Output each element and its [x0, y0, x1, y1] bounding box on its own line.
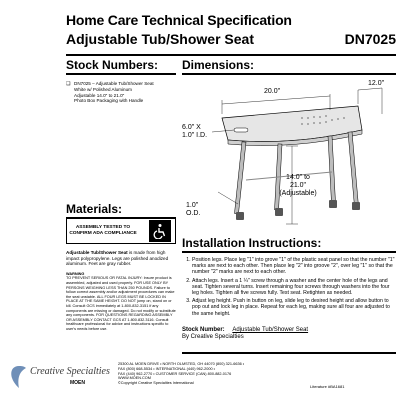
materials-lead: Adjustable Tub/Shower Seat — [66, 250, 128, 255]
stock-numbers-bar — [66, 73, 176, 75]
checkbox-icon: ❑ — [66, 81, 71, 87]
footer-logo — [8, 364, 118, 394]
product-model: DN7025 — [344, 31, 396, 47]
address-line: FAX (440) 962-2770 • CUSTOMER SERVICE (CAN) 800-882-0176 — [118, 371, 232, 376]
rubber-feet — [236, 200, 360, 220]
stock-footer-label: Stock Number: — [182, 327, 225, 333]
ada-text: ASSEMBLY TESTED TO CONFIRM ADA COMPLIANCE — [69, 225, 137, 236]
product-name: Adjustable Tub/Shower Seat — [66, 31, 254, 47]
stock-footer-value: Adjustable Tub/Shower Seat — [232, 327, 309, 333]
brand-name: Creative Specialties — [30, 366, 110, 377]
address-line: WWW.MOEN.COM — [118, 376, 151, 381]
dim-handle: 6.0" X 1.0" I.D. — [182, 124, 208, 139]
dim-width: 20.0" — [264, 88, 281, 95]
stock-footer-by: By Creative Specialties — [182, 334, 244, 340]
materials-header — [66, 202, 176, 219]
dimensions-section — [182, 58, 396, 75]
stock-line: Adjustable 14.0" to 21.0" — [74, 92, 125, 98]
header — [66, 12, 396, 48]
address-line: ©Copyright Creative Specialties International — [118, 381, 194, 386]
stock-footer-row — [182, 327, 396, 334]
materials-title: Materials: — [66, 202, 123, 216]
brand-logo-icon — [8, 364, 30, 390]
installation-step: 2. Attach legs. Insert a 1 ¼" screw through a washer and the center hole of the legs and seat. Tighten several turns. Insert remaining four screws through washers into the four leg holes. Tighten all five screws fully. Test seat. Retighten as needed. — [192, 278, 396, 297]
moen-logo-text: MOEN — [70, 380, 85, 386]
dimensions-title: Dimensions: — [182, 58, 255, 72]
installation-steps — [182, 257, 396, 317]
dim-height-range: 14.0" to 21.0" (Adjustable) — [279, 174, 317, 197]
materials-description — [66, 250, 176, 267]
stock-footer — [182, 327, 396, 341]
product-title-row — [66, 31, 396, 48]
warning-text: TO PREVENT SERIOUS OR FATAL INJURY: Insure product is assembled, adjusted and used properly. FOR USE ONLY BY PERSONS WEIGHING LESS THAN 250 POUNDS. Failure to follow correct assembly and/or adjustment procedures can make the seat unstable. ALL FOUR LEGS MUST BE LOCKED IN PLACE AT THE SAME HEIGHT. DO NOT jump on, stand on or kill. Consult GCS immediately at 1-800-832-3151 if any components are missing or damaged. Do not modify or substitute any components. FOR QUESTIONS REGARDING ASSEMBLY OR ASSEMBLY CONTACT GCS AT 1.800.832.3116. Consult healthcare professional for advice and instructions specific to user's needs before use. — [66, 276, 176, 331]
materials-body — [66, 250, 176, 332]
footer-address — [118, 362, 298, 386]
handle-slot — [234, 128, 248, 132]
literature-number: Literature #BA1681 — [310, 384, 345, 389]
dimensions-bar — [182, 73, 396, 75]
dimensions-drawing — [182, 80, 396, 234]
footer-rule — [182, 352, 396, 354]
installation-step: 3. Adjust leg height. Push in button on leg, slide leg to desired height and allow button to pop out and lock leg in place. Repeat for each leg, making sure all four are adjusted to the same height. — [192, 298, 396, 317]
stock-item-number: DN7025 – Adjustable Tub/Shower Seat — [74, 81, 154, 86]
stock-numbers-section — [66, 58, 176, 104]
dim-depth: 12.0" — [368, 80, 385, 87]
stock-line: Photo Box Packaging with Handle — [74, 98, 144, 104]
page-title: Home Care Technical Specification — [66, 12, 292, 28]
materials-description-text: is made from high impact polypropylene. Legs are polished anodized aluminum. Feet are gray rubber. — [66, 250, 169, 267]
installation-step: 1. Position legs. Place leg "1" into grove "1" of the plastic seat panel so that the number "1" marks are next to each other. Then place leg "2" into groove "2", over leg "1" so that the number "2" marks are next to each other. — [192, 257, 396, 276]
warning-title: WARNING — [66, 271, 85, 276]
installation-title: Installation Instructions: — [182, 236, 322, 250]
dim-leg-od: 1.0" O.D. — [186, 202, 201, 217]
moen-logo — [70, 380, 85, 386]
shower-seat-drawing — [182, 84, 396, 234]
stock-line: White w/ Polished Aluminum — [74, 87, 132, 92]
wheelchair-icon — [149, 220, 171, 242]
ada-compliance-box — [66, 218, 176, 244]
address-line: FAX (800) 668-5534 • INTERNATIONAL (440) 962-2000 • — [118, 366, 215, 371]
stock-numbers-title: Stock Numbers: — [66, 58, 159, 72]
stock-item-details — [66, 87, 176, 104]
installation-section — [182, 236, 396, 319]
address-line: 25300 AL MOEN DRIVE • NORTH OLMSTED, OH 44070 (800) 321-6636 • — [118, 362, 245, 366]
installation-bar — [182, 251, 396, 253]
header-rule — [66, 54, 396, 56]
